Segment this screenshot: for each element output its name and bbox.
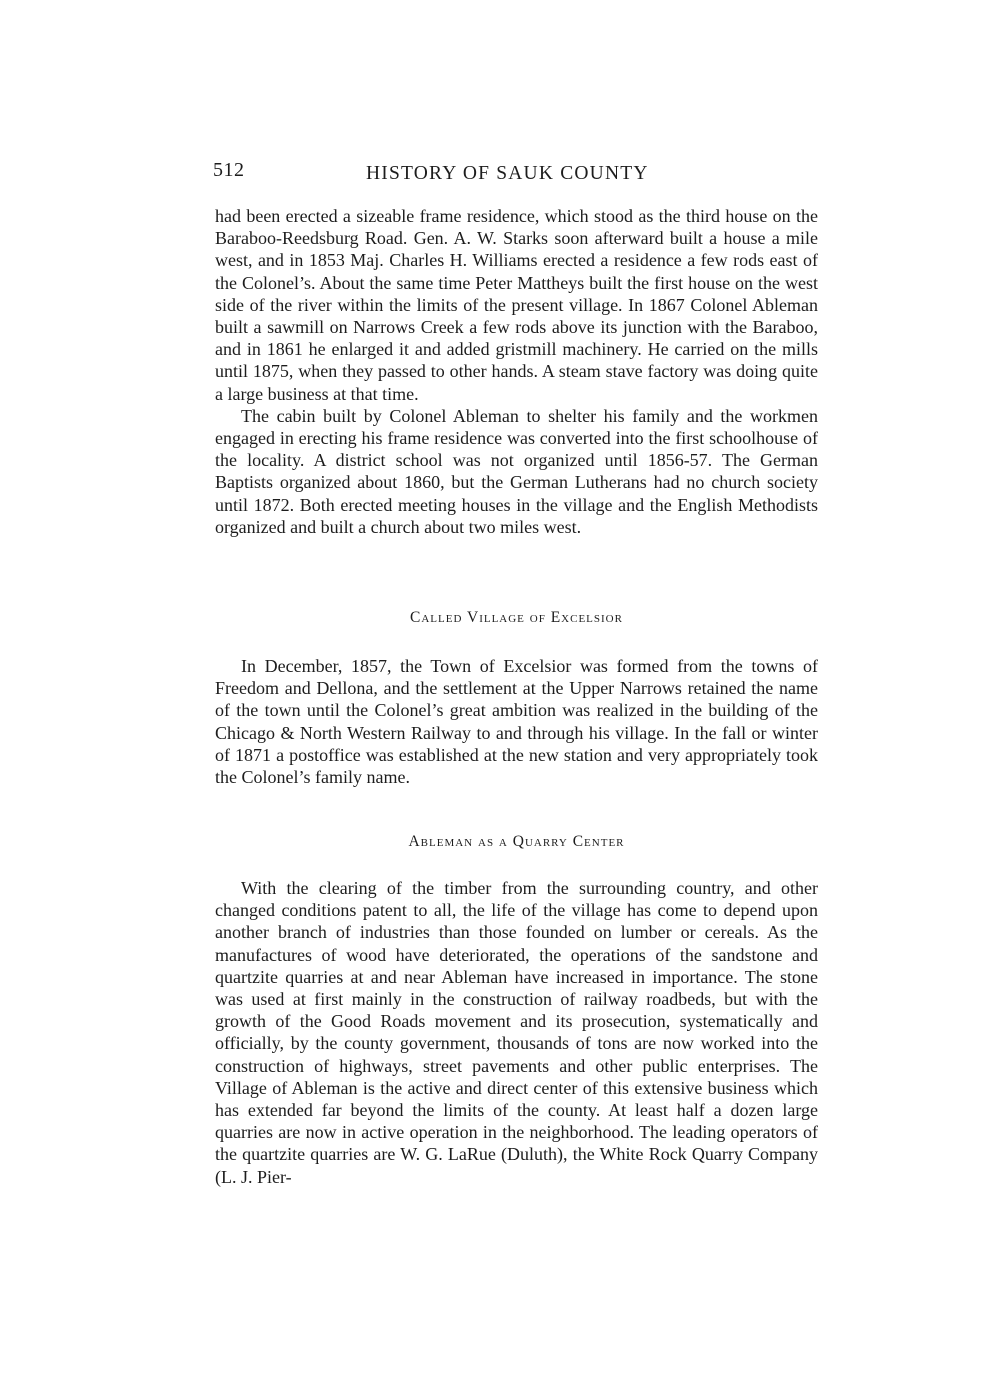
section-heading-excelsior: Called Village of Excelsior	[410, 609, 623, 626]
section-body-quarry-center	[215, 877, 818, 1188]
section-heading-quarry-center: Ableman as a Quarry Center	[408, 833, 625, 850]
opening-text	[215, 205, 818, 538]
paragraph-continued: had been erected a sizeable frame residence, which stood as the third house on the Baraboo-Reedsburg Road. Gen. A. W. Starks soon afterward built a house a mile west, and in 1853 Maj. Charles H. Williams erected a residence a few rods east of the Colonel’s. About the same time Peter Mattheys built the first house on the west side of the river within the limits of the present village. In 1867 Colonel Ableman built a sawmill on Narrows Creek a few rods above its junction with the Baraboo, and in 1861 he enlarged it and added gristmill machinery. He carried on the mills until 1875, when they passed to other hands. A steam stave factory was doing quite a large business at that time.	[215, 206, 818, 404]
section-body-excelsior	[215, 655, 818, 788]
paragraph: With the clearing of the timber from the surrounding country, and other changed conditions patent to all, the life of the village has come to depend upon another branch of industries than those founded on lumber or cereals. As the manufactures of wood have deteriorated, the operations of the sandstone and quartzite quarries at and near Ableman have increased in importance. The stone was used at first mainly in the construction of railway roadbeds, but with the growth of the Good Roads movement and its prosecution, systematically and officially, by the county government, thousands of tons are now worked into the construction of highways, street pavements and other public enterprises. The Village of Ableman is the active and direct center of this extensive business which has extended far beyond the limits of the county. At least half a dozen large quarries are now in active operation in the neighborhood. The leading operators of the quartzite quarries are W. G. LaRue (Duluth), the White Rock Quarry Company (L. J. Pier-	[215, 878, 818, 1187]
page-number: 512	[213, 159, 245, 181]
paragraph: The cabin built by Colonel Ableman to shelter his family and the workmen engaged in erecting his frame residence was converted into the first schoolhouse of the locality. A district school was not organized until 1856-57. The German Baptists organized about 1860, but the German Lutherans had no church society until 1872. Both erected meeting houses in the village and the English Methodists organized and built a church about two miles west.	[215, 405, 818, 537]
running-title: HISTORY OF SAUK COUNTY	[366, 163, 649, 184]
paragraph: In December, 1857, the Town of Excelsior was formed from the towns of Freedom and Dellona, and the settlement at the Upper Narrows retained the name of the town until the Colonel’s great ambition was realized in the building of the Chicago & North Western Railway to and through his village. In the fall or winter of 1871 a postoffice was established at the new station and very appropriately took the Colonel’s family name.	[215, 656, 818, 788]
